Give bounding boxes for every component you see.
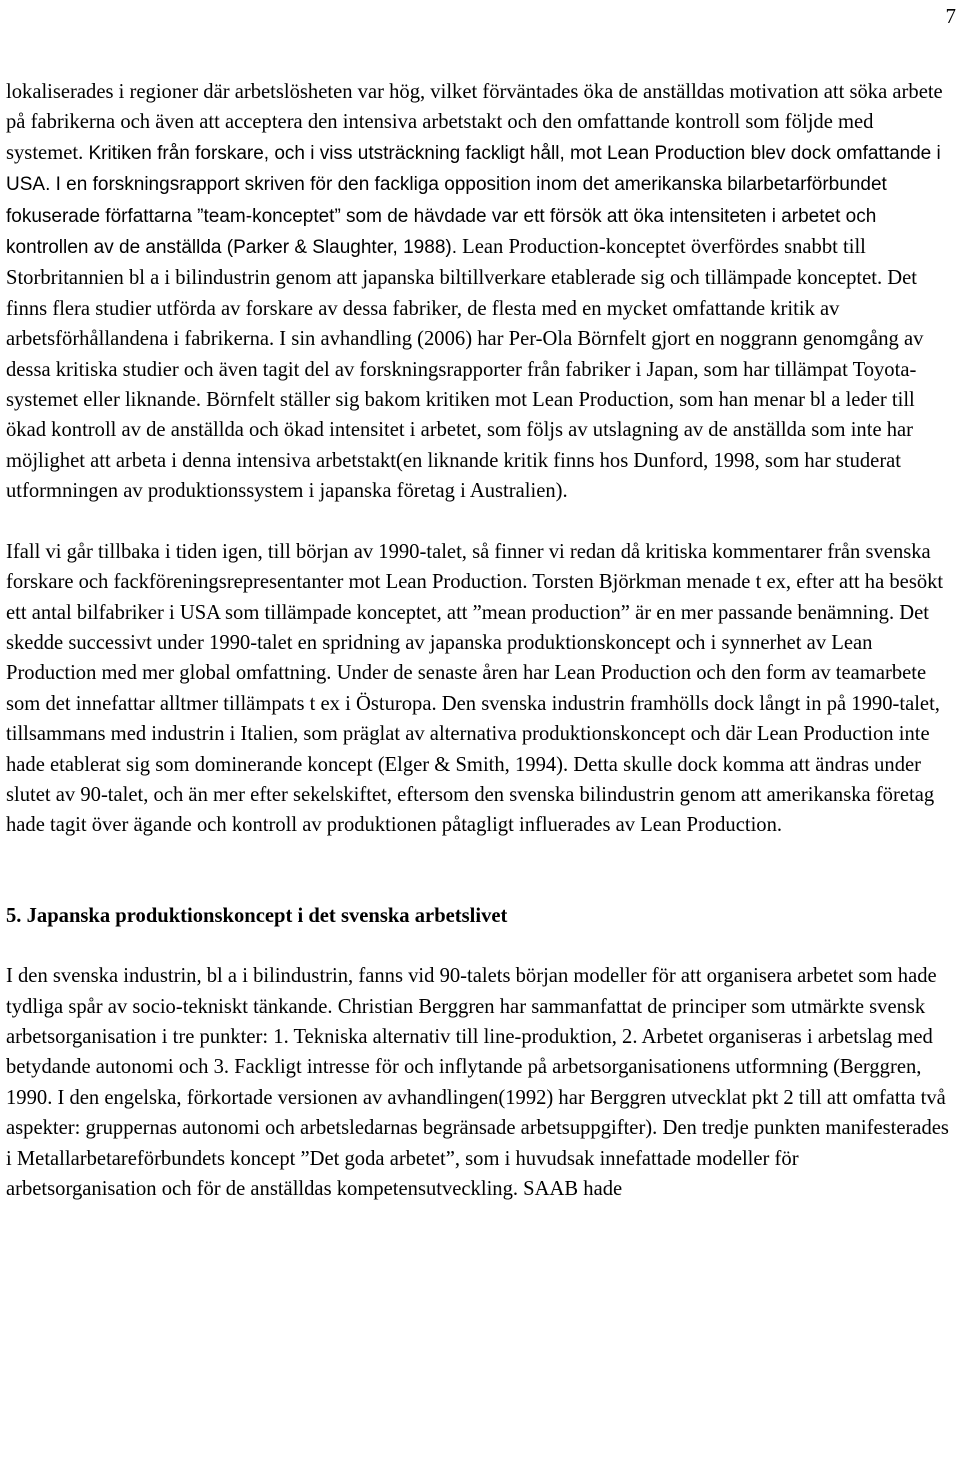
page-number: 7 bbox=[945, 4, 956, 28]
text-segment: Kritiken från forskare, och i viss utsträckning fackligt håll, mot Lean Production blev dock omfattande i USA. I en forskningsrapport skriven för den fackliga opposition inom det amerikanska bilarbetarförbundet fokuserade författarna ”team-konceptet” som de hävdade var ett försök att öka intensiteten i arbetet och kontrollen av de anställda (Parker & Slaughter, 1988). bbox=[6, 142, 941, 259]
text-segment: I sin avhandling (2006) har Per-Ola Börnfelt gjort en noggrann genomgång av dessa kritiska studier och även tagit del av forskningsrapporter från fabriker i Japan, som har tillämpat Toyota-systemet eller liknande. Börnfelt ställer sig bakom kritiken mot Lean Production, som han menar bl a leder till ökad kontroll av de anställda och ökad intensitet i arbetet, som följs av utslagning av de anställda som inte har möjlighet att arbeta i denna intensiva arbetstakt(en liknande kritik finns hos Dunford, 1998, som har studerat utformningen av produktionssystem i japanska företag i Australien). bbox=[6, 328, 924, 503]
paragraph-lean-criticism bbox=[6, 77, 950, 507]
text-segment: lokaliserades i regioner där arbetslösheten var hög, vilket förväntades öka de anställdas motivation att söka arbete på fabrikerna och även att acceptera den intensiva arbetstakt och den omfattande kontroll som följde med systemet. bbox=[6, 81, 943, 164]
text-segment: Ifall vi går tillbaka i tiden igen, till början av 1990-talet, så finner vi redan då kritiska kommentarer från svenska forskare och fackföreningsrepresentanter mot Lean Production. Torsten Björkman menade t ex, efter att ha besökt ett antal bilfabriker i USA som tillämpade konceptet, att ”mean production” är en mer passande benämning. Det skedde successivt under 1990-talet en spridning av japanska produktionskoncept och i synnerhet av Lean Production med mer global omfattning. Under de senaste åren har Lean Production och den form av teamarbete som det innefattar alltmer tillämpats t ex i Östuropa. Den svenska industrin framhölls dock långt in på 1990-talet, tillsammans med industrin i Italien, som präglat av alternativa produktionskoncept och där Lean Production inte hade etablerat sig som dominerande koncept (Elger & Smith, 1994). Detta skulle dock komma att ändras under slutet av 90-talet, och än mer efter sekelskiftet, eftersom den svenska bilindustrin genom att amerikanska företag hade tagit över ägande och kontroll av produktionen påtagligt influerades av Lean Production. bbox=[6, 540, 944, 837]
text-segment: Lean Production-konceptet överfördes snabbt till Storbritannien bl a i bilindustrin genom att japanska biltillverkare etablerade sig och tillämpade konceptet. Det finns flera studier utförda av forskare av dessa fabriker, de flesta med en mycket omfattande kritik av arbetsförhållandena i fabrikerna. bbox=[6, 236, 918, 351]
paragraph-section-intro: I den svenska industrin, bl a i bilindustrin, fanns vid 90-talets början modeller för att organisera arbetet som hade tydliga spår av socio-tekniskt tänkande. Christian Berggren har sammanfattat de principer som utmärkte svensk arbetsorganisation i tre punkter: 1. Tekniska alternativ till line-produktion, 2. Arbetet organiseras i arbetslag med betydande autonomi och 3. Fackligt intresse för och inflytande på arbetsorganisationens utformning (Berggren, 1990. I den engelska, förkortade versionen av avhandlingen(1992) har Berggren utvecklat pkt 2 till att omfatta två aspekter: gruppernas autonomi och arbetsledarnas begränsade arbetsuppgifter). Den tredje punkten manifesterades i Metallarbetareförbundets koncept ”Det goda arbetet”, som i huvudsak innefattade modeller för arbetsorganisation och för de anställdas kompetensutveckling. SAAB hade bbox=[6, 965, 949, 1200]
section-heading: 5. Japanska produktionskoncept i det svenska arbetslivet bbox=[6, 904, 508, 927]
paragraph-swedish-context bbox=[6, 537, 950, 841]
document-body bbox=[6, 77, 950, 1204]
